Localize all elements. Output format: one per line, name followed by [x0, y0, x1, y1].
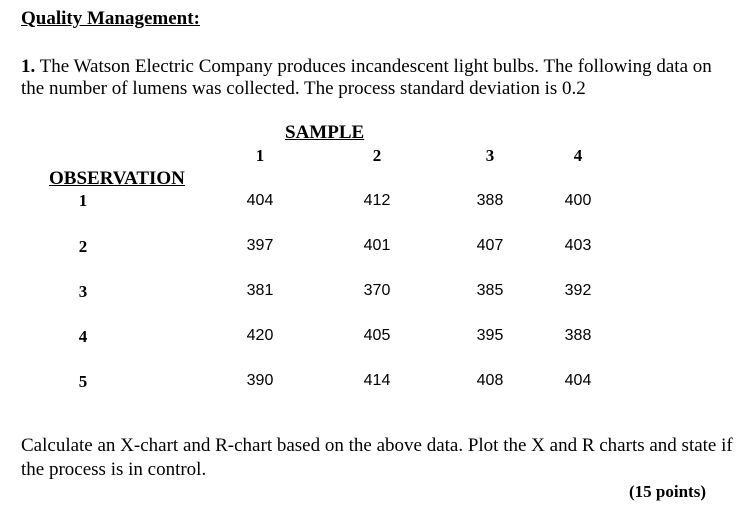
- table-cell: 401: [363, 237, 391, 254]
- table-cell: 370: [363, 282, 391, 299]
- page-title: Quality Management:: [21, 8, 200, 29]
- sample-column-header: 3: [485, 146, 495, 165]
- table-cell: 403: [564, 237, 592, 254]
- table-cell: 388: [564, 327, 592, 344]
- table-cell: 381: [246, 282, 274, 299]
- table-cell: 420: [246, 327, 274, 344]
- sample-column-header: 1: [255, 146, 265, 165]
- observation-label: 5: [78, 372, 88, 391]
- table-cell: 408: [476, 372, 504, 389]
- observation-header: OBSERVATION: [49, 168, 185, 189]
- table-cell: 392: [564, 282, 592, 299]
- table-cell: 414: [363, 372, 391, 389]
- observation-label: 2: [78, 237, 88, 256]
- sample-column-header: 2: [372, 146, 382, 165]
- table-cell: 388: [476, 192, 504, 209]
- observation-label: 1: [78, 191, 88, 210]
- table-cell: 407: [476, 237, 504, 254]
- table-cell: 400: [564, 192, 592, 209]
- instruction-text: Calculate an X-chart and R-chart based on the above data. Plot the X and R charts and state if the process is in control.: [21, 435, 733, 480]
- observation-label: 4: [78, 327, 88, 346]
- sample-header: SAMPLE: [285, 122, 365, 143]
- sample-column-header: 4: [573, 146, 583, 165]
- question-text: [21, 56, 733, 100]
- table-cell: 385: [476, 282, 504, 299]
- question-body: The Watson Electric Company produces incandescent light bulbs. The following data on the number of lumens was collected. The process standard deviation is 0.2: [21, 56, 712, 99]
- table-cell: 412: [363, 192, 391, 209]
- table-cell: 405: [363, 327, 391, 344]
- points-label: (15 points): [629, 482, 706, 501]
- table-cell: 397: [246, 237, 274, 254]
- observation-label: 3: [78, 282, 88, 301]
- table-cell: 404: [564, 372, 592, 389]
- question-number: 1.: [21, 56, 36, 77]
- table-cell: 395: [476, 327, 504, 344]
- table-cell: 404: [246, 192, 274, 209]
- table-cell: 390: [246, 372, 274, 389]
